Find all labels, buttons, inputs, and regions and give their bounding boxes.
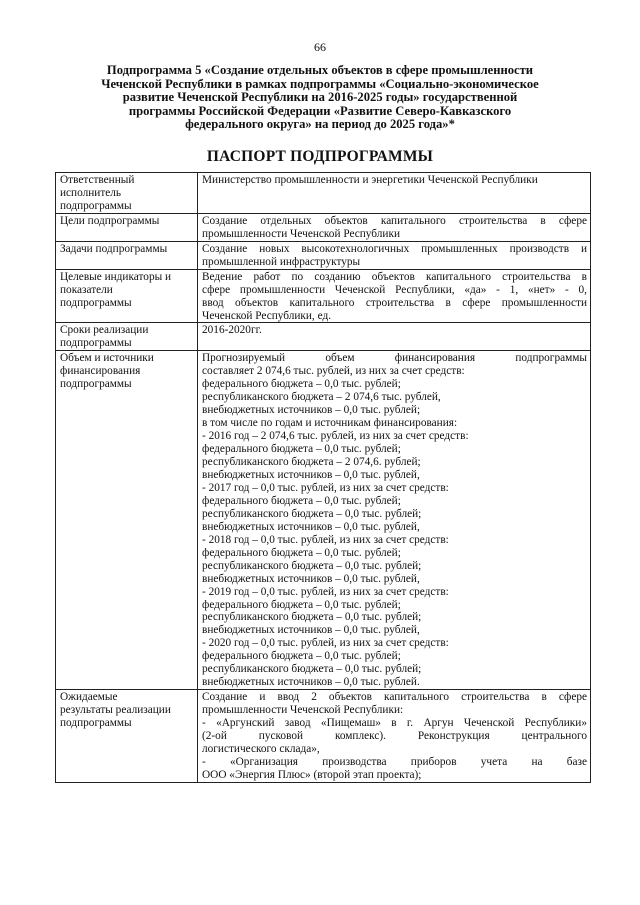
label-line: Целевые индикаторы и xyxy=(60,270,172,283)
label-line: финансирования xyxy=(60,365,141,378)
table-row xyxy=(56,213,591,241)
label-line: Ответственный xyxy=(60,174,135,186)
page-number: 66 xyxy=(314,40,326,54)
table-row xyxy=(56,241,591,269)
value-line: составляет 2 074,6 тыс. рублей, из них за счет средств: xyxy=(202,365,465,378)
label-line: Сроки реализации xyxy=(60,324,149,337)
label-line: подпрограммы xyxy=(60,199,132,212)
value-line: Министерство промышленности и энергетики Чеченской Республики xyxy=(202,174,538,186)
value-line: федерального бюджета – 0,0 тыс. рублей; xyxy=(202,546,401,559)
table-row xyxy=(56,269,591,323)
row-value xyxy=(198,241,591,269)
value-line: - «Организация производства приборов учета на базе xyxy=(202,755,587,768)
table-row xyxy=(56,690,591,783)
label-line: Объем и источники xyxy=(60,352,154,365)
label-line: подпрограммы xyxy=(60,296,132,309)
document-title xyxy=(60,64,580,132)
label-line: результаты реализации xyxy=(60,704,171,717)
value-line: логистического склада», xyxy=(202,742,320,755)
value-line: Создание и ввод 2 объектов капитального строительства в сфере xyxy=(202,691,587,704)
title-line: Подпрограмма 5 «Создание отдельных объектов в сфере промышленности xyxy=(106,63,534,77)
row-label xyxy=(56,213,198,241)
label-line: Задачи подпрограммы xyxy=(60,242,168,255)
label-line: показатели xyxy=(60,283,113,296)
value-line: республиканского бюджета – 2 074,6 тыс. рублей, xyxy=(202,391,441,404)
row-value xyxy=(198,269,591,323)
value-line: - 2019 год – 0,0 тыс. рублей, из них за счет средств: xyxy=(202,585,449,598)
value-line: сфере промышленности Чеченской Республики, «да» - 1, «нет» - 0, xyxy=(202,283,587,296)
label-line: подпрограммы xyxy=(60,717,132,730)
value-line: внебюджетных источников – 0,0 тыс. рублей, xyxy=(202,572,420,585)
value-line: промышленной инфраструктуры xyxy=(202,255,361,268)
value-line: (2-ой пусковой комплекс). Реконструкция центрального xyxy=(202,730,587,743)
value-line: Чеченской Республики, ед. xyxy=(202,309,332,322)
row-label xyxy=(56,690,198,783)
value-line: внебюджетных источников – 0,0 тыс. рублей, xyxy=(202,468,420,481)
value-line: ООО «Энергия Плюс» (второй этап проекта); xyxy=(202,768,422,781)
title-line: федерального округа» на период до 2025 года»* xyxy=(185,117,455,132)
value-line: республиканского бюджета – 0,0 тыс. рублей; xyxy=(202,611,422,624)
title-line: Чеченской Республики в рамках подпрограммы «Социально-экономическое xyxy=(101,76,539,91)
label-line: подпрограммы xyxy=(60,337,132,350)
title-line: программы Российской Федерации «Развитие Северо-Кавказского xyxy=(128,103,512,118)
value-line: Создание отдельных объектов капитального строительства в сфере xyxy=(202,214,587,227)
row-label xyxy=(56,323,198,351)
value-line: республиканского бюджета – 0,0 тыс. рублей; xyxy=(202,663,422,676)
value-line: внебюджетных источников – 0,0 тыс. рублей, xyxy=(202,624,420,637)
value-line: промышленности Чеченской Республики xyxy=(202,227,400,240)
value-line: внебюджетных источников – 0,0 тыс. рублей. xyxy=(202,676,420,689)
row-value xyxy=(198,173,591,214)
row-label xyxy=(56,241,198,269)
value-line: - 2016 год – 2 074,6 тыс. рублей, из них за счет средств: xyxy=(202,430,469,443)
row-label xyxy=(56,173,198,214)
value-line: Прогнозируемый объем финансирования подпрограммы xyxy=(202,352,587,365)
value-line: внебюджетных источников – 0,0 тыс. рублей; xyxy=(202,404,421,417)
value-line: - 2017 год – 0,0 тыс. рублей, из них за счет средств: xyxy=(202,481,449,494)
row-label xyxy=(56,351,198,690)
value-line: промышленности Чеченской Республики: xyxy=(202,704,404,717)
value-line: 2016-2020гг. xyxy=(202,324,262,337)
value-line: федерального бюджета – 0,0 тыс. рублей; xyxy=(202,494,401,507)
row-label xyxy=(56,269,198,323)
row-value xyxy=(198,213,591,241)
table-row xyxy=(56,323,591,351)
value-line: федерального бюджета – 0,0 тыс. рублей; xyxy=(202,443,401,456)
label-line: Цели подпрограммы xyxy=(60,214,160,227)
label-line: подпрограммы xyxy=(60,378,132,391)
value-line: республиканского бюджета – 0,0 тыс. рублей; xyxy=(202,559,422,572)
value-line: республиканского бюджета – 2 074,6. рублей; xyxy=(202,456,421,469)
passport-heading: ПАСПОРТ ПОДПРОГРАММЫ xyxy=(206,148,434,165)
passport-table xyxy=(55,172,591,783)
table-row xyxy=(56,173,591,214)
value-line: федерального бюджета – 0,0 тыс. рублей; xyxy=(202,598,401,611)
value-line: федерального бюджета – 0,0 тыс. рублей; xyxy=(202,378,401,391)
row-value xyxy=(198,351,591,690)
value-line: Создание новых высокотехнологичных промышленных производств и xyxy=(202,242,587,255)
value-line: в том числе по годам и источникам финансирования: xyxy=(202,417,458,430)
value-line: федерального бюджета – 0,0 тыс. рублей; xyxy=(202,650,401,663)
label-line: Ожидаемые xyxy=(60,691,118,704)
value-line: республиканского бюджета – 0,0 тыс. рублей; xyxy=(202,507,422,520)
row-value xyxy=(198,323,591,351)
value-line: ввод объектов капитального строительства в сфере промышленности xyxy=(202,296,587,309)
value-line: Ведение работ по созданию объектов капитального строительства в xyxy=(202,270,587,283)
value-line: - 2018 год – 0,0 тыс. рублей, из них за счет средств: xyxy=(202,533,449,546)
title-line: развитие Чеченской Республики на 2016-2025 годы» государственной xyxy=(122,90,518,105)
label-line: исполнитель xyxy=(60,186,122,199)
row-value xyxy=(198,690,591,783)
table-row xyxy=(56,351,591,690)
value-line: - 2020 год – 0,0 тыс. рублей, из них за счет средств: xyxy=(202,637,449,650)
value-line: - «Аргунский завод «Пищемаш» в г. Аргун Чеченской Республики» xyxy=(202,717,587,730)
value-line: внебюджетных источников – 0,0 тыс. рублей, xyxy=(202,520,420,533)
